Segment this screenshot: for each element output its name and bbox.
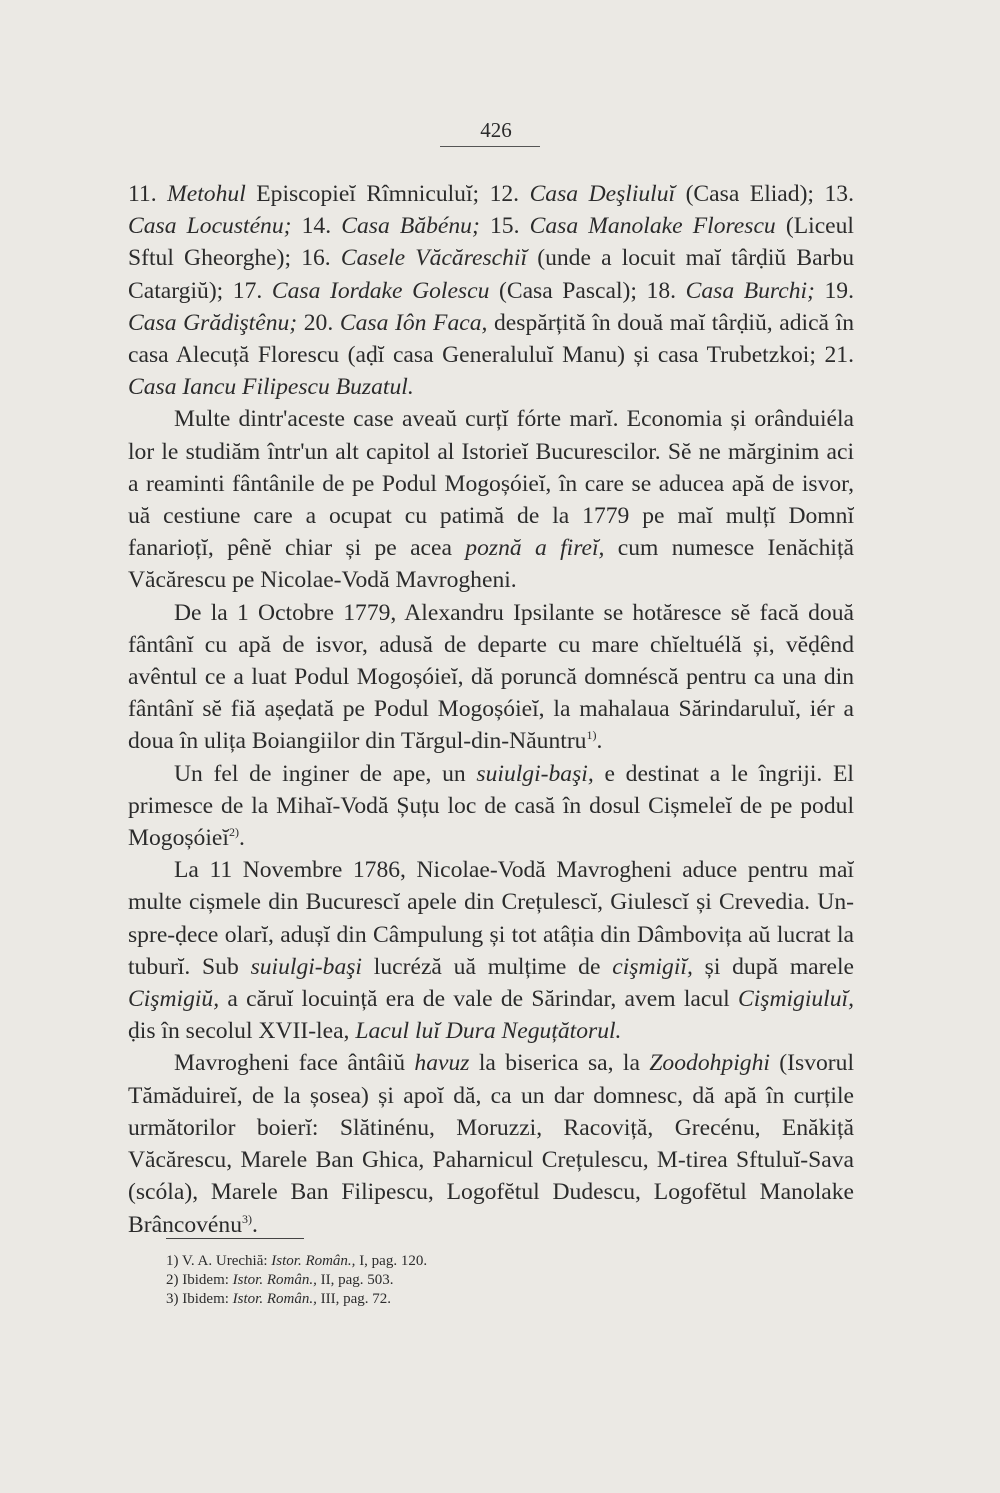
paragraph bbox=[128, 854, 854, 1047]
text-run: lucréză uă mulțime de bbox=[362, 953, 613, 980]
paragraph bbox=[128, 403, 854, 596]
footnote-marker: 3) bbox=[242, 1211, 252, 1226]
footnote bbox=[166, 1290, 666, 1309]
italic-text: Istor. Român., bbox=[271, 1253, 356, 1269]
text-run: 11. bbox=[128, 181, 168, 207]
footnote-marker: 2) bbox=[228, 825, 239, 840]
footnote bbox=[166, 1252, 666, 1271]
italic-text: suiulgi-başi bbox=[250, 953, 362, 980]
text-run: 20. bbox=[297, 309, 340, 336]
text-run: 3) Ibidem: bbox=[166, 1291, 233, 1307]
italic-text: Casa Iôn Faca, bbox=[339, 309, 488, 336]
italic-text: Casa Locusténu; bbox=[128, 213, 292, 240]
text-run: . bbox=[596, 728, 603, 755]
text-run: . bbox=[238, 825, 245, 852]
text-run: De la 1 Octobre 1779, Alexandru Ipsilante se hotăresce sĕ facă două fântânĭ cu apă de isvor, adusă de departe cu mare chĭeltuélă și, vĕḍênd avêntul ce a luat Podul Mogoșóieĭ, dă poruncă domnéscă pentru ca una din fântânĭ sĕ fiă așeḍată pe Podul Mogoșóieĭ, la mahalaua Sărindaruluĭ, iér a doua în ulița Boiangiilor din Tărgul-din-Năuntru bbox=[128, 599, 854, 755]
italic-text: Casa Grădiştênu; bbox=[128, 309, 298, 336]
italic-text: Metohul bbox=[167, 181, 246, 207]
paragraph bbox=[128, 597, 854, 758]
body-text bbox=[128, 178, 854, 1241]
text-run: 15. bbox=[479, 213, 530, 240]
text-run: I, pag. 120. bbox=[355, 1253, 428, 1269]
text-run: 19. bbox=[814, 277, 854, 304]
text-run: ḍis în secolul XVII-lea, bbox=[128, 1018, 356, 1045]
italic-text: Cişmigiŭ, bbox=[128, 986, 220, 1013]
text-run: II, pag. 503. bbox=[316, 1272, 394, 1288]
text-run: (unde a locuit maĭ târḍiŭ Barbu Catargiŭ); 17. bbox=[128, 245, 855, 304]
italic-text: Casa Deşliuluĭ bbox=[529, 181, 676, 207]
italic-text: poznă a fireĭ, bbox=[465, 535, 605, 562]
italic-text: Casele Văcăreschiĭ bbox=[340, 245, 528, 272]
text-run: 14. bbox=[291, 213, 342, 240]
italic-text: cişmigiĭ, bbox=[612, 953, 693, 980]
italic-text: Casa Manolake Florescu bbox=[529, 213, 776, 240]
italic-text: Cişmigiuluĭ, bbox=[737, 986, 854, 1013]
footnote bbox=[166, 1271, 666, 1290]
text-run: . bbox=[252, 1211, 258, 1238]
text-run: (Isvorul Tămăduireĭ, de la șosea) și apoĭ dă, ca un dar domnesc, dă apă în curțile următorilor boierĭ: Slătinénu, Moruzzi, Racoviță, Grecénu, Enăkiță Văcărescu, Marele Ban Ghica, Paharnicul Crețulescu, M-tirea Sftuluĭ-Sava (scóla), Marele Ban Filipescu, Logofĕtul Dudescu, Logofĕtul Manolake Brâncovénu bbox=[128, 1050, 854, 1238]
text-run: (Casa Pascal); 18. bbox=[489, 277, 686, 304]
footnotes bbox=[166, 1252, 666, 1309]
italic-text: Zoodohpighi bbox=[649, 1050, 770, 1077]
text-run: (Casa Eliad); 13. bbox=[675, 181, 854, 207]
italic-text: Casa Burchi; bbox=[685, 277, 815, 304]
text-run: 1) V. A. Urechiă: bbox=[166, 1253, 272, 1269]
text-run: 2) Ibidem: bbox=[166, 1272, 233, 1288]
italic-text: Istor. Român., bbox=[232, 1291, 317, 1307]
text-run: Multe dintr'aceste case aveaŭ curțĭ fórte marĭ. Economia și orânduiéla lor le studiăm într'un alt capitol al Istorieĭ Bucurescilor. Sĕ ne mărginim aci a reaminti fântânile de pe Podul Mogoșóieĭ, în care se aducea apă de isvor, uă cestiune care a ocupat cu patimă de la 1779 pe maĭ mulțĭ Domnĭ fanarioțĭ, pênĕ chiar și pe acea bbox=[128, 406, 854, 562]
text-run: despărțită în două maĭ târḍiŭ, adică în casa Alecuță Florescu (aḍĭ casa Generaluluĭ Manu) și casa Trubetzkoi; 21. bbox=[128, 309, 854, 369]
footnote-marker: 1) bbox=[586, 728, 597, 743]
page-number: 426 bbox=[480, 118, 512, 142]
text-run: și după marele bbox=[692, 953, 854, 980]
text-run: Episcopieĭ Rîmniculuĭ; 12. bbox=[245, 181, 530, 207]
text-run: a căruĭ locuință era de vale de Sărindar, avem lacul bbox=[219, 986, 738, 1013]
paragraph bbox=[128, 758, 854, 855]
italic-text: havuz bbox=[414, 1050, 470, 1077]
text-run: La 11 Novembre 1786, Nicolae-Vodă Mavrogheni aduce pentru maĭ multe cișmele din Bucurescĭ apele din Crețulescĭ, Giulescĭ și Crevedia. Un-spre-ḍece olarĭ, adușĭ din Câmpulung și tot atâția din Dâmbovița aŭ lucrat la tuburĭ. Sub bbox=[128, 857, 854, 980]
paragraph bbox=[128, 178, 854, 403]
text-run: III, pag. 72. bbox=[316, 1291, 391, 1307]
italic-text: Istor. Român., bbox=[232, 1272, 317, 1288]
page-number-rule bbox=[440, 146, 540, 147]
text-run: (Liceul Sftul Gheorghe); 16. bbox=[128, 213, 854, 272]
paragraph bbox=[128, 1047, 854, 1240]
text-run: la biserica sa, la bbox=[469, 1050, 650, 1077]
text-run: Un fel de inginer de ape, un bbox=[174, 760, 477, 787]
italic-text: Lacul luĭ Dura Neguțătorul. bbox=[355, 1018, 622, 1045]
text-run: Mavrogheni face ântâiŭ bbox=[174, 1050, 415, 1077]
italic-text: suiulgi-başi, bbox=[476, 760, 594, 787]
text-run: cum numesce Ienăchiță Văcărescu pe Nicolae-Vodă Mavrogheni. bbox=[128, 535, 854, 594]
text-run: e destinat a le îngriji. El primesce de la Mihaĭ-Vodă Șuțu loc de casă în dosul Cișmeleĭ de pe podul Mogoșóieĭ bbox=[128, 760, 854, 852]
italic-text: Casa Iordake Golescu bbox=[271, 277, 490, 304]
footnote-divider bbox=[166, 1238, 304, 1239]
italic-text: Casa Iancu Filipescu Buzatul. bbox=[128, 374, 414, 401]
italic-text: Casa Băbénu; bbox=[341, 213, 480, 240]
